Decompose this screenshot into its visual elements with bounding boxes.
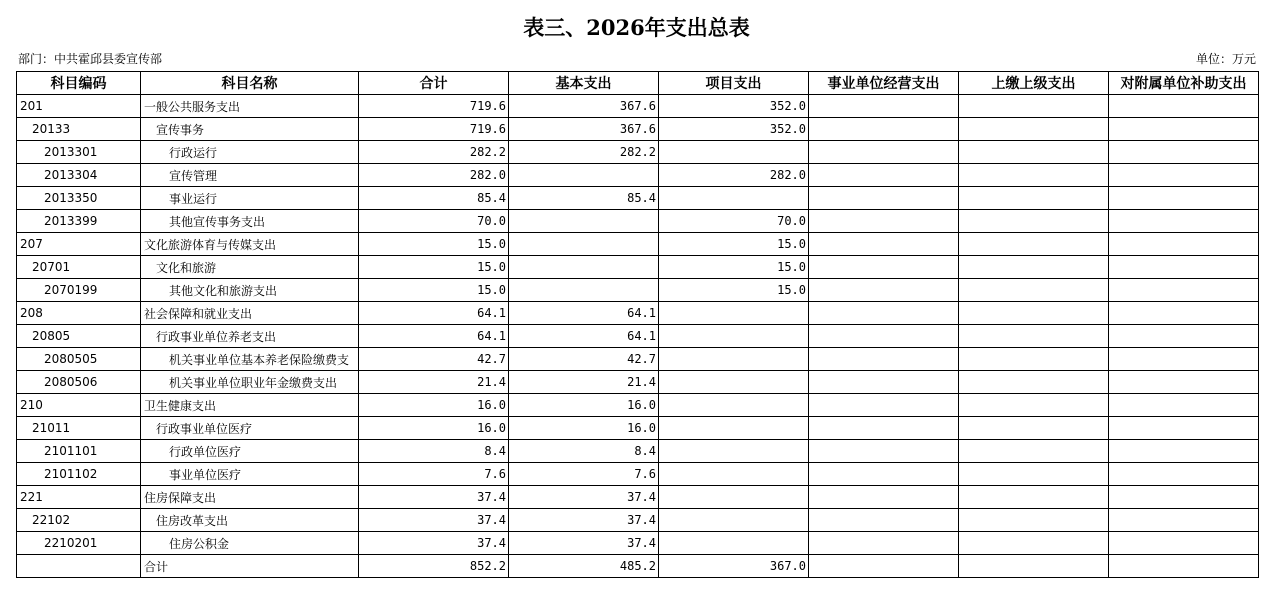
- cell-subsidy: [1109, 187, 1259, 210]
- cell-subsidy: [1109, 325, 1259, 348]
- cell-subsidy: [1109, 555, 1259, 578]
- cell-code: 20701: [17, 256, 141, 279]
- cell-project: [659, 463, 809, 486]
- cell-code: 2101101: [17, 440, 141, 463]
- cell-total: 15.0: [359, 256, 509, 279]
- cell-name: 住房改革支出: [141, 509, 359, 532]
- cell-code: 22102: [17, 509, 141, 532]
- cell-project: [659, 417, 809, 440]
- cell-remit: [959, 118, 1109, 141]
- cell-total: 719.6: [359, 118, 509, 141]
- cell-total: 15.0: [359, 279, 509, 302]
- cell-name: 机关事业单位基本养老保险缴费支: [141, 348, 359, 371]
- cell-total: 64.1: [359, 302, 509, 325]
- table-row: [17, 95, 1259, 118]
- cell-project: [659, 325, 809, 348]
- cell-business: [809, 325, 959, 348]
- cell-name: 宣传事务: [141, 118, 359, 141]
- cell-basic: 7.6: [509, 463, 659, 486]
- table-row: [17, 118, 1259, 141]
- cell-business: [809, 187, 959, 210]
- col-header-project: 项目支出: [659, 72, 809, 95]
- cell-project: [659, 509, 809, 532]
- table-row: [17, 164, 1259, 187]
- cell-remit: [959, 164, 1109, 187]
- cell-total: 16.0: [359, 417, 509, 440]
- cell-name: 其他文化和旅游支出: [141, 279, 359, 302]
- cell-name: 卫生健康支出: [141, 394, 359, 417]
- cell-basic: 485.2: [509, 555, 659, 578]
- cell-total: 7.6: [359, 463, 509, 486]
- cell-name: 住房公积金: [141, 532, 359, 555]
- cell-business: [809, 348, 959, 371]
- cell-code: 2070199: [17, 279, 141, 302]
- cell-total: 64.1: [359, 325, 509, 348]
- cell-code: 2101102: [17, 463, 141, 486]
- cell-project: 367.0: [659, 555, 809, 578]
- cell-business: [809, 463, 959, 486]
- cell-remit: [959, 509, 1109, 532]
- cell-total: 282.0: [359, 164, 509, 187]
- cell-subsidy: [1109, 233, 1259, 256]
- cell-subsidy: [1109, 394, 1259, 417]
- cell-basic: 42.7: [509, 348, 659, 371]
- cell-business: [809, 417, 959, 440]
- cell-remit: [959, 417, 1109, 440]
- cell-name: 事业单位医疗: [141, 463, 359, 486]
- cell-business: [809, 394, 959, 417]
- table-row: [17, 348, 1259, 371]
- table-row: [17, 509, 1259, 532]
- cell-remit: [959, 256, 1109, 279]
- cell-name: 一般公共服务支出: [141, 95, 359, 118]
- col-header-subsidy: 对附属单位补助支出: [1109, 72, 1259, 95]
- cell-total: 42.7: [359, 348, 509, 371]
- cell-basic: 37.4: [509, 486, 659, 509]
- cell-total: 719.6: [359, 95, 509, 118]
- cell-subsidy: [1109, 164, 1259, 187]
- cell-remit: [959, 463, 1109, 486]
- cell-project: [659, 486, 809, 509]
- cell-project: [659, 348, 809, 371]
- cell-remit: [959, 95, 1109, 118]
- cell-subsidy: [1109, 118, 1259, 141]
- cell-basic: 37.4: [509, 509, 659, 532]
- cell-code: [17, 555, 141, 578]
- cell-total: 15.0: [359, 233, 509, 256]
- cell-total: 852.2: [359, 555, 509, 578]
- cell-remit: [959, 233, 1109, 256]
- cell-code: 2013304: [17, 164, 141, 187]
- page-title: 表三、2026年支出总表: [523, 15, 750, 40]
- col-header-basic: 基本支出: [509, 72, 659, 95]
- unit-label: 单位：万元: [1195, 52, 1256, 66]
- table-row: [17, 187, 1259, 210]
- cell-remit: [959, 187, 1109, 210]
- cell-name: 行政单位医疗: [141, 440, 359, 463]
- table-row: [17, 141, 1259, 164]
- table-row: [17, 440, 1259, 463]
- cell-business: [809, 509, 959, 532]
- col-header-business: 事业单位经营支出: [809, 72, 959, 95]
- cell-code: 2013399: [17, 210, 141, 233]
- cell-name: 合计: [141, 555, 359, 578]
- cell-name: 行政运行: [141, 141, 359, 164]
- cell-name: 事业运行: [141, 187, 359, 210]
- cell-project: 352.0: [659, 95, 809, 118]
- cell-subsidy: [1109, 532, 1259, 555]
- cell-remit: [959, 348, 1109, 371]
- cell-code: 20805: [17, 325, 141, 348]
- cell-basic: [509, 164, 659, 187]
- cell-basic: 21.4: [509, 371, 659, 394]
- table-row: [17, 233, 1259, 256]
- cell-name: 住房保障支出: [141, 486, 359, 509]
- cell-project: 15.0: [659, 279, 809, 302]
- cell-remit: [959, 210, 1109, 233]
- cell-business: [809, 279, 959, 302]
- cell-remit: [959, 141, 1109, 164]
- cell-code: 2080505: [17, 348, 141, 371]
- cell-basic: 85.4: [509, 187, 659, 210]
- cell-basic: [509, 256, 659, 279]
- cell-subsidy: [1109, 463, 1259, 486]
- cell-total: 16.0: [359, 394, 509, 417]
- cell-business: [809, 440, 959, 463]
- cell-remit: [959, 325, 1109, 348]
- cell-remit: [959, 440, 1109, 463]
- cell-subsidy: [1109, 509, 1259, 532]
- table-row: [17, 256, 1259, 279]
- cell-project: [659, 394, 809, 417]
- table-row: [17, 417, 1259, 440]
- cell-subsidy: [1109, 95, 1259, 118]
- cell-name: 文化和旅游: [141, 256, 359, 279]
- cell-remit: [959, 302, 1109, 325]
- cell-business: [809, 302, 959, 325]
- cell-business: [809, 95, 959, 118]
- cell-total: 8.4: [359, 440, 509, 463]
- cell-basic: [509, 233, 659, 256]
- cell-business: [809, 371, 959, 394]
- cell-basic: [509, 210, 659, 233]
- table-row: [17, 279, 1259, 302]
- cell-code: 2013350: [17, 187, 141, 210]
- cell-code: 21011: [17, 417, 141, 440]
- cell-code: 2080506: [17, 371, 141, 394]
- table-row: [17, 210, 1259, 233]
- cell-name: 行政事业单位养老支出: [141, 325, 359, 348]
- cell-basic: 8.4: [509, 440, 659, 463]
- cell-code: 20133: [17, 118, 141, 141]
- table-row: [17, 463, 1259, 486]
- cell-code: 201: [17, 95, 141, 118]
- cell-code: 2013301: [17, 141, 141, 164]
- cell-basic: 64.1: [509, 325, 659, 348]
- cell-name: 其他宣传事务支出: [141, 210, 359, 233]
- cell-business: [809, 210, 959, 233]
- cell-subsidy: [1109, 486, 1259, 509]
- cell-project: 352.0: [659, 118, 809, 141]
- cell-name: 宣传管理: [141, 164, 359, 187]
- cell-remit: [959, 394, 1109, 417]
- cell-subsidy: [1109, 417, 1259, 440]
- cell-total: 37.4: [359, 486, 509, 509]
- col-header-remit: 上缴上级支出: [959, 72, 1109, 95]
- cell-total: 21.4: [359, 371, 509, 394]
- cell-business: [809, 532, 959, 555]
- cell-total: 37.4: [359, 532, 509, 555]
- cell-remit: [959, 486, 1109, 509]
- cell-subsidy: [1109, 440, 1259, 463]
- cell-project: [659, 440, 809, 463]
- cell-project: [659, 141, 809, 164]
- cell-project: [659, 532, 809, 555]
- table-row: [17, 302, 1259, 325]
- cell-remit: [959, 555, 1109, 578]
- cell-code: 208: [17, 302, 141, 325]
- cell-subsidy: [1109, 302, 1259, 325]
- cell-remit: [959, 532, 1109, 555]
- cell-project: 70.0: [659, 210, 809, 233]
- table-row: [17, 532, 1259, 555]
- cell-total: 85.4: [359, 187, 509, 210]
- cell-total: 37.4: [359, 509, 509, 532]
- cell-code: 207: [17, 233, 141, 256]
- cell-subsidy: [1109, 210, 1259, 233]
- cell-basic: 16.0: [509, 417, 659, 440]
- cell-project: 15.0: [659, 233, 809, 256]
- total-row: [17, 555, 1259, 578]
- cell-total: 70.0: [359, 210, 509, 233]
- cell-code: 210: [17, 394, 141, 417]
- cell-name: 机关事业单位职业年金缴费支出: [141, 371, 359, 394]
- cell-code: 221: [17, 486, 141, 509]
- cell-remit: [959, 279, 1109, 302]
- cell-business: [809, 233, 959, 256]
- cell-business: [809, 256, 959, 279]
- table-row: [17, 371, 1259, 394]
- cell-subsidy: [1109, 371, 1259, 394]
- cell-subsidy: [1109, 279, 1259, 302]
- cell-name: 社会保障和就业支出: [141, 302, 359, 325]
- cell-total: 282.2: [359, 141, 509, 164]
- cell-basic: 367.6: [509, 118, 659, 141]
- cell-business: [809, 486, 959, 509]
- cell-basic: 282.2: [509, 141, 659, 164]
- department-label: 部门：中共霍邱县委宣传部: [18, 52, 163, 66]
- cell-basic: 37.4: [509, 532, 659, 555]
- cell-business: [809, 118, 959, 141]
- table-row: [17, 325, 1259, 348]
- cell-basic: 367.6: [509, 95, 659, 118]
- table-row: [17, 486, 1259, 509]
- cell-project: 282.0: [659, 164, 809, 187]
- cell-name: 行政事业单位医疗: [141, 417, 359, 440]
- cell-basic: [509, 279, 659, 302]
- cell-project: [659, 187, 809, 210]
- cell-remit: [959, 371, 1109, 394]
- cell-code: 2210201: [17, 532, 141, 555]
- cell-business: [809, 555, 959, 578]
- cell-subsidy: [1109, 348, 1259, 371]
- cell-business: [809, 164, 959, 187]
- table-row: [17, 394, 1259, 417]
- cell-basic: 16.0: [509, 394, 659, 417]
- cell-project: 15.0: [659, 256, 809, 279]
- cell-project: [659, 302, 809, 325]
- cell-business: [809, 141, 959, 164]
- expenditure-table: [16, 71, 1259, 578]
- col-header-total: 合计: [359, 72, 509, 95]
- cell-subsidy: [1109, 256, 1259, 279]
- col-header-name: 科目名称: [141, 72, 359, 95]
- col-header-code: 科目编码: [17, 72, 141, 95]
- cell-name: 文化旅游体育与传媒支出: [141, 233, 359, 256]
- cell-basic: 64.1: [509, 302, 659, 325]
- header-row: [17, 72, 1259, 95]
- cell-project: [659, 371, 809, 394]
- cell-subsidy: [1109, 141, 1259, 164]
